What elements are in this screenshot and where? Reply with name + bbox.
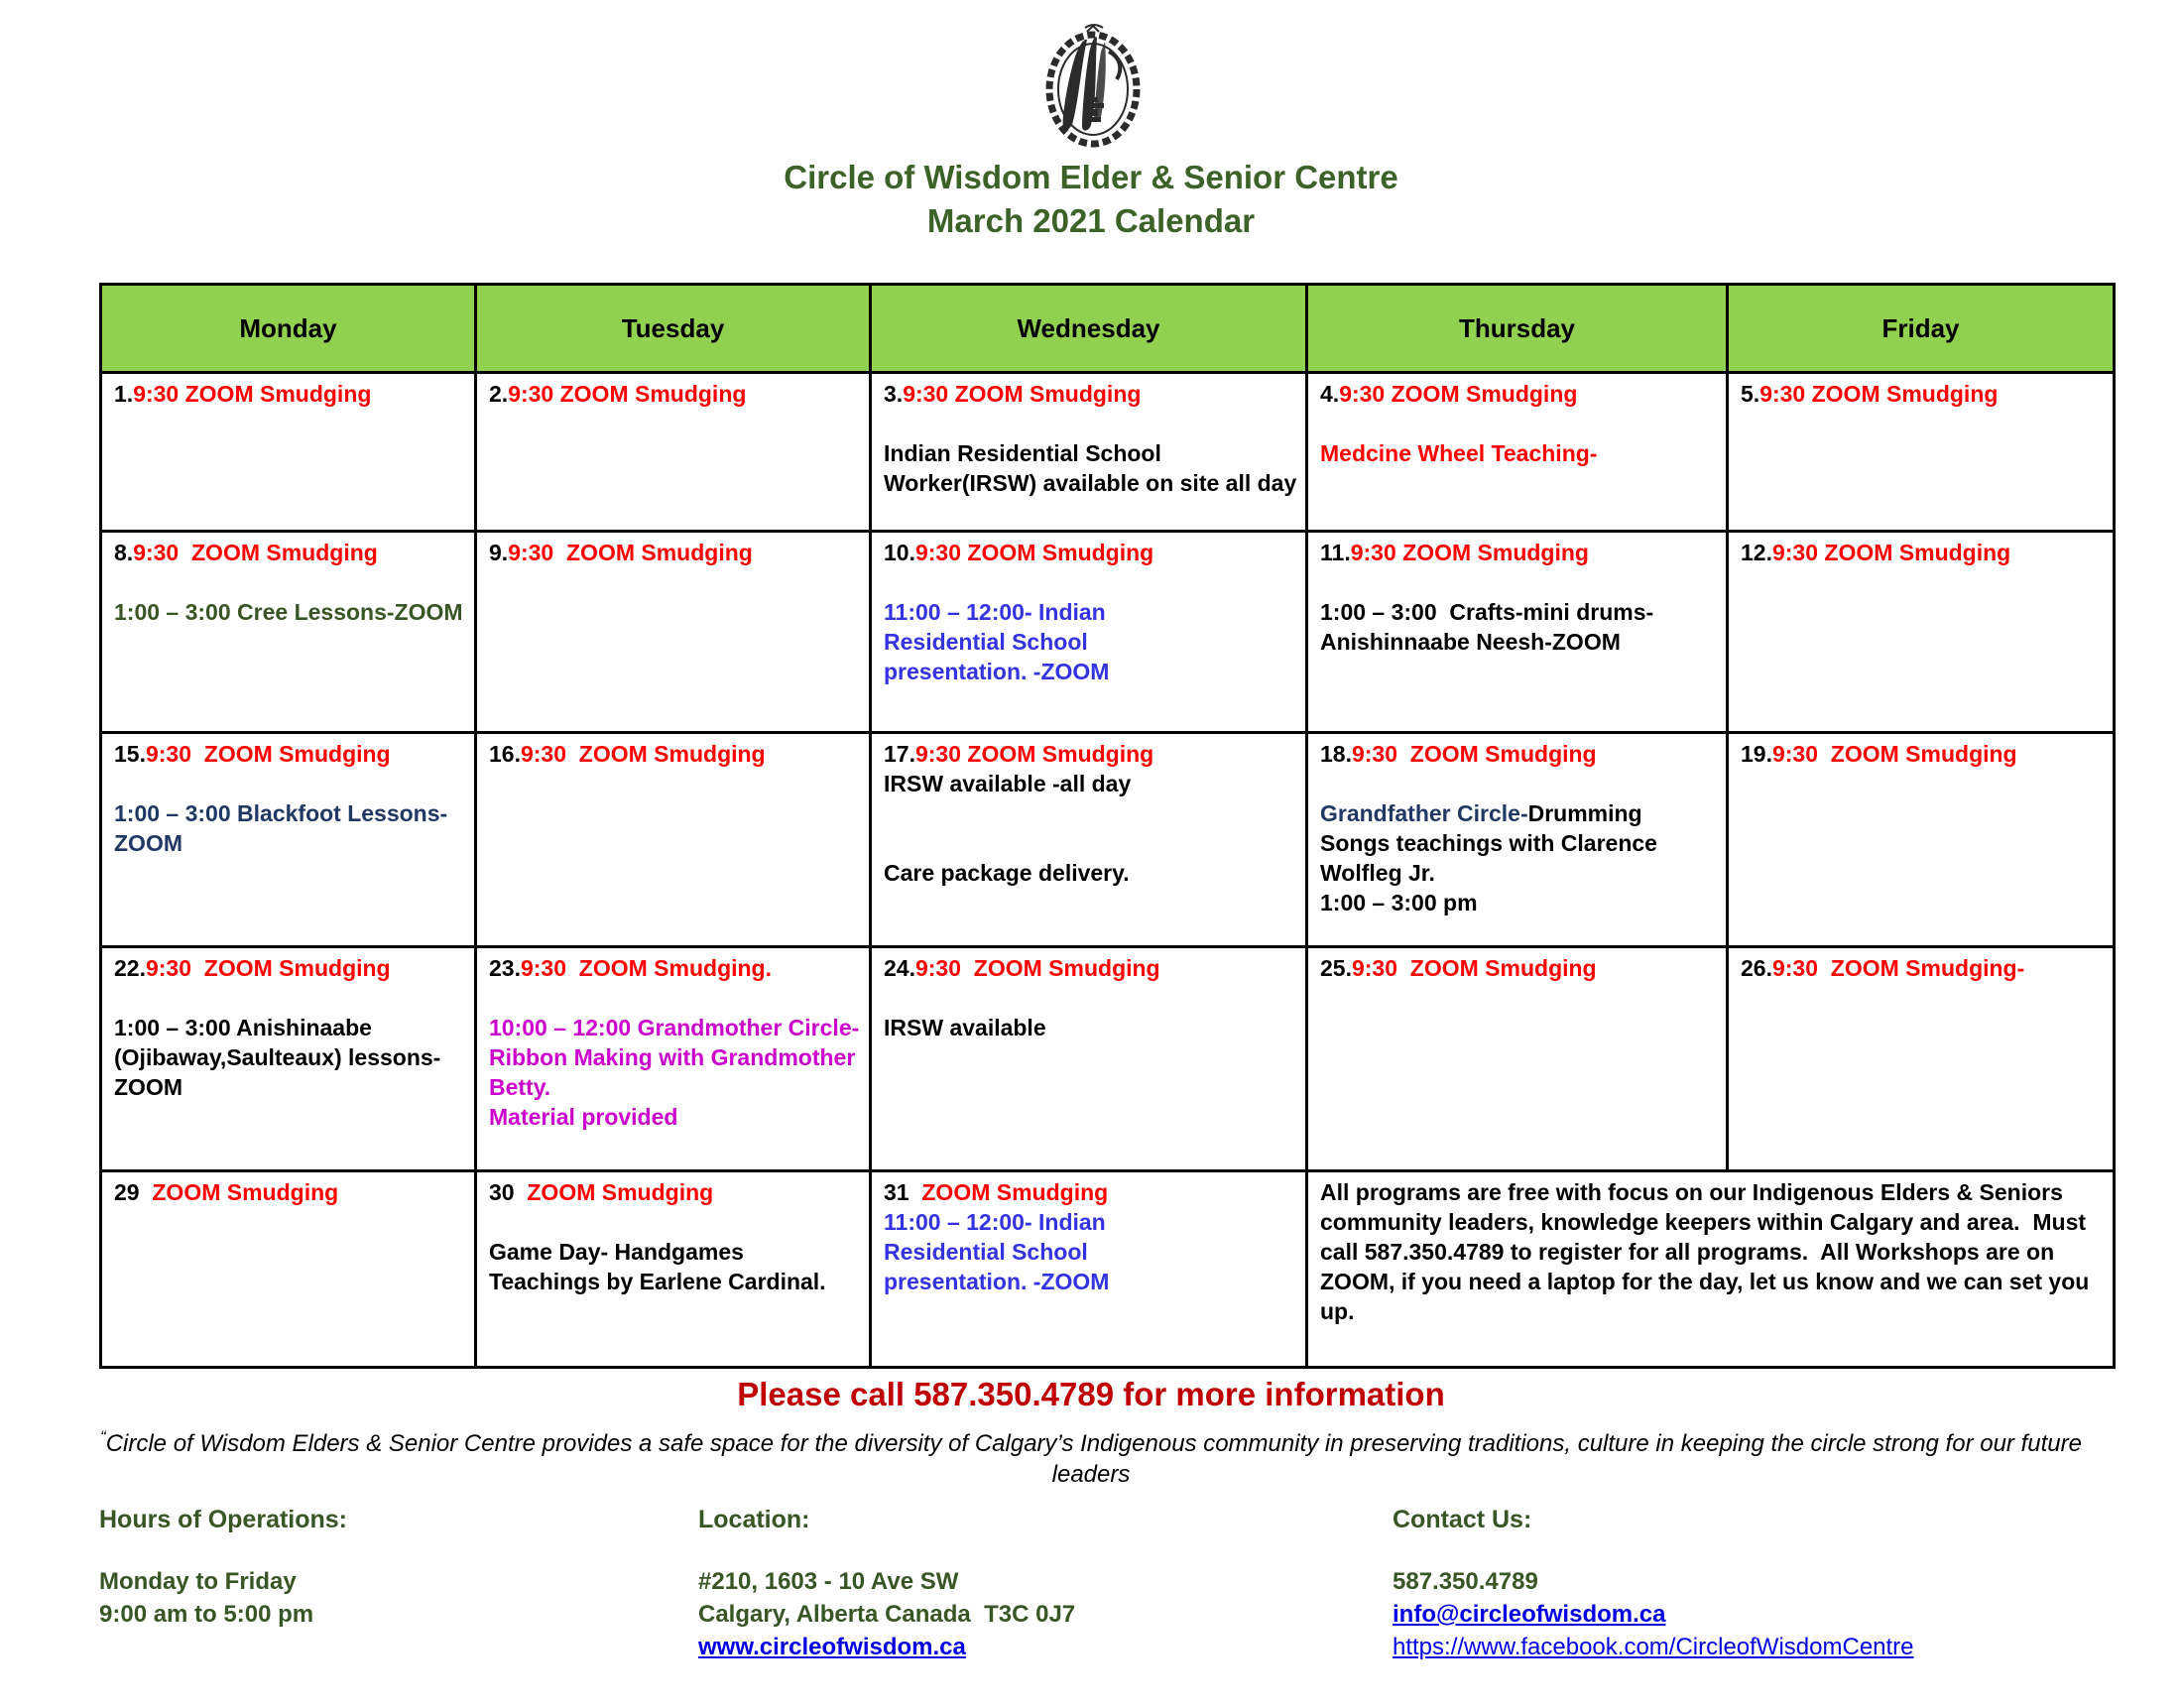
- event-text: Game Day- Handgames Teachings by Earlene Cardinal.: [489, 1239, 826, 1294]
- blank-line: [489, 1207, 861, 1237]
- event-text: 9:30 ZOOM Smudging: [145, 741, 391, 767]
- calendar-cell: [1728, 947, 2115, 1171]
- event-text: 9:30 ZOOM Smudging: [1351, 741, 1597, 767]
- event-text: 22.: [114, 955, 146, 981]
- location-heading: Location:: [698, 1506, 810, 1533]
- event-line: [884, 953, 1297, 983]
- event-text: presentation. -ZOOM: [884, 659, 1110, 684]
- event-text: 30: [489, 1179, 528, 1205]
- calendar-cell: [1728, 733, 2115, 947]
- blank-line: [1320, 769, 1718, 798]
- event-text: 29: [114, 1179, 153, 1205]
- calendar-cell: [101, 373, 476, 532]
- event-line: [1320, 798, 1718, 888]
- event-text: 5.: [1741, 381, 1760, 407]
- blank-line: [114, 567, 466, 597]
- event-text: 8.: [114, 540, 134, 565]
- event-text: 1:00 – 3:00 Anishinaabe (Ojibaway,Saulteaux) lessons-ZOOM: [114, 1015, 441, 1100]
- event-line: [489, 1177, 861, 1207]
- blank-line: [884, 409, 1297, 438]
- hours-column: [99, 1506, 698, 1663]
- event-text: 23.: [489, 955, 521, 981]
- event-line: [489, 379, 861, 409]
- calendar-cell: [476, 947, 871, 1171]
- event-line: [1320, 953, 1718, 983]
- event-text: 1.: [114, 381, 134, 407]
- calendar-week-row: [101, 947, 2115, 1171]
- contact-column: [1393, 1506, 2107, 1663]
- event-text: 9:30 ZOOM Smudging: [508, 381, 747, 407]
- event-text: Care package delivery.: [884, 860, 1130, 886]
- calendar-cell: [1728, 532, 2115, 733]
- calendar-day-header-row: [101, 285, 2115, 373]
- event-text: 9:30 ZOOM Smudging: [914, 741, 1154, 767]
- blank-line: [884, 567, 1297, 597]
- event-line: [1320, 538, 1718, 567]
- event-text: 9:30 ZOOM Smudging: [1759, 381, 1999, 407]
- event-text: 2.: [489, 381, 509, 407]
- event-line: [114, 953, 466, 983]
- day-header-friday: Friday: [1728, 285, 2115, 373]
- calendar-month-title: March 2021 Calendar: [926, 202, 1256, 239]
- event-text: 1:00 – 3:00 Blackfoot Lessons-ZOOM: [114, 800, 448, 856]
- event-line: [884, 538, 1297, 567]
- calendar-cell: [476, 733, 871, 947]
- event-text: 9:30 ZOOM Smudging: [508, 540, 753, 565]
- event-line: [884, 1267, 1297, 1296]
- calendar-cell: [871, 532, 1307, 733]
- event-text: 24.: [884, 955, 915, 981]
- location-address-line2: Calgary, Alberta Canada T3C 0J7: [698, 1601, 1076, 1628]
- event-text: 1:00 – 3:00 Crafts-mini drums-Anishinnaabe Neesh-ZOOM: [1320, 599, 1654, 655]
- contact-heading: Contact Us:: [1393, 1506, 1532, 1533]
- calendar-cell: [101, 532, 476, 733]
- event-line: [489, 538, 861, 567]
- event-text: Indian Residential School Worker(IRSW) available on site all day: [884, 440, 1297, 496]
- blank-line: [489, 983, 861, 1013]
- calendar-table: [99, 283, 2116, 1369]
- event-line: [884, 1177, 1297, 1207]
- event-line: [114, 798, 466, 858]
- calendar-cell: [101, 947, 476, 1171]
- event-line: [884, 858, 1297, 888]
- event-text: 9:30 ZOOM Smudging.: [520, 955, 772, 981]
- event-line: [1741, 739, 2105, 769]
- event-line: [114, 739, 466, 769]
- blank-line: [114, 769, 466, 798]
- event-line: [489, 953, 861, 983]
- event-text: Drumming Songs teachings with Clarence Wolfleg Jr.: [1320, 800, 1664, 886]
- event-text: 3.: [884, 381, 904, 407]
- event-text: 9:30 ZOOM Smudging: [903, 381, 1142, 407]
- event-text: 1:00 – 3:00 pm: [1320, 890, 1478, 915]
- calendar-cell: [871, 1171, 1307, 1368]
- event-text: 9:30 ZOOM Smudging: [1771, 741, 2017, 767]
- day-header-wednesday: Wednesday: [871, 285, 1307, 373]
- event-text: 12.: [1741, 540, 1772, 565]
- calendar-week-row: [101, 532, 2115, 733]
- contact-phone: 587.350.4789: [1393, 1568, 1538, 1595]
- calendar-cell: [871, 947, 1307, 1171]
- event-line: [884, 1207, 1297, 1237]
- event-line: [489, 739, 861, 769]
- event-text: ZOOM Smudging: [152, 1179, 339, 1205]
- event-text: IRSW available: [884, 1015, 1046, 1040]
- event-text: 9:30 ZOOM Smudging: [914, 540, 1154, 565]
- event-line: [1320, 888, 1718, 917]
- event-text: 11.: [1320, 540, 1351, 565]
- event-line: [1741, 953, 2105, 983]
- mission-quote: [94, 1421, 2088, 1490]
- calendar-cell: [1728, 373, 2115, 532]
- quote-mark: “: [100, 1427, 106, 1446]
- event-text: 16.: [489, 741, 521, 767]
- centre-logo: [1022, 22, 1160, 156]
- calendar-body: [101, 373, 2115, 1368]
- event-line: [489, 1102, 861, 1132]
- blank-line: [1320, 567, 1718, 597]
- day-header-monday: Monday: [101, 285, 476, 373]
- event-text: IRSW available -all day: [884, 771, 1132, 796]
- location-column: [698, 1506, 1393, 1663]
- event-text: 18.: [1320, 741, 1352, 767]
- event-line: [884, 1237, 1297, 1267]
- location-address-line1: #210, 1603 - 10 Ave SW: [698, 1568, 959, 1595]
- event-line: [1320, 379, 1718, 409]
- hours-heading: Hours of Operations:: [99, 1506, 348, 1533]
- event-line: [114, 597, 466, 627]
- event-text: 25.: [1320, 955, 1352, 981]
- event-text: Medcine Wheel Teaching-: [1320, 440, 1598, 466]
- phone-call-banner: Please call 587.350.4789 for more information: [737, 1376, 1445, 1412]
- event-line: [114, 379, 466, 409]
- blank-line: [1320, 409, 1718, 438]
- event-text: ZOOM Smudging: [921, 1179, 1109, 1205]
- event-line: [884, 438, 1297, 498]
- quote-text: Circle of Wisdom Elders & Senior Centre provides a safe space for the diversity of Calgary’s Indigenous community in preserving traditions, culture in keeping the circle strong for our future leaders: [105, 1430, 2082, 1488]
- event-text: 10:00 – 12:00 Grandmother Circle-Ribbon Making with Grandmother Betty.: [489, 1015, 862, 1100]
- event-text: 4.: [1320, 381, 1340, 407]
- event-text: 9:30 ZOOM Smudging-: [1771, 955, 2025, 981]
- day-header-tuesday: Tuesday: [476, 285, 871, 373]
- event-line: [1320, 739, 1718, 769]
- event-text: 11:00 – 12:00- Indian: [884, 599, 1106, 625]
- event-text: Grandfather Circle-: [1320, 800, 1528, 826]
- calendar-cell: [1307, 532, 1728, 733]
- event-text: 1:00 – 3:00 Cree Lessons-ZOOM: [114, 599, 463, 625]
- event-text: 10.: [884, 540, 915, 565]
- calendar-cell: [1307, 733, 1728, 947]
- event-text: Residential School: [884, 629, 1088, 655]
- calendar-cell: [871, 733, 1307, 947]
- event-line: [489, 1013, 861, 1102]
- blank-line: [884, 983, 1297, 1013]
- event-line: [884, 769, 1297, 798]
- blank-line: [114, 983, 466, 1013]
- email-link[interactable]: info@circleofwisdom.ca: [1393, 1601, 1666, 1628]
- event-line: [1320, 597, 1718, 657]
- event-text: 9:30 ZOOM Smudging: [145, 955, 391, 981]
- footer-columns: [99, 1506, 2182, 1663]
- page-header: [0, 22, 2182, 243]
- event-text: 26.: [1741, 955, 1772, 981]
- event-line: [1741, 379, 2105, 409]
- event-text: 15.: [114, 741, 146, 767]
- event-text: 9:30 ZOOM Smudging: [133, 540, 378, 565]
- day-header-thursday: Thursday: [1307, 285, 1728, 373]
- hours-days: Monday to Friday: [99, 1568, 297, 1595]
- calendar-cell: [1307, 947, 1728, 1171]
- calendar-cell: [1307, 373, 1728, 532]
- event-line: [114, 538, 466, 567]
- facebook-link[interactable]: https://www.facebook.com/CircleofWisdomCentre: [1393, 1634, 1914, 1660]
- calendar-cell: [476, 532, 871, 733]
- program-info-cell: [1307, 1171, 2115, 1368]
- wreath-feathers-logo: [1022, 22, 1160, 156]
- event-line: [884, 1013, 1297, 1042]
- blank-line: [884, 828, 1297, 858]
- event-text: 9:30 ZOOM Smudging: [914, 955, 1160, 981]
- event-line: [1320, 438, 1718, 468]
- calendar-cell: [871, 373, 1307, 532]
- event-text: ZOOM Smudging: [527, 1179, 714, 1205]
- event-line: [114, 1177, 466, 1207]
- event-text: 9:30 ZOOM Smudging: [1351, 955, 1597, 981]
- blank-line: [884, 798, 1297, 828]
- calendar-cell: [476, 373, 871, 532]
- event-text: 17.: [884, 741, 915, 767]
- website-link[interactable]: www.circleofwisdom.ca: [698, 1634, 966, 1660]
- calendar-week-row: [101, 1171, 2115, 1368]
- event-text: 9:30 ZOOM Smudging: [520, 741, 766, 767]
- calendar-cell: [101, 1171, 476, 1368]
- event-text: 9:30 ZOOM Smudging: [1771, 540, 2011, 565]
- event-line: [884, 657, 1297, 686]
- event-text: 11:00 – 12:00- Indian: [884, 1209, 1106, 1235]
- event-text: 9:30 ZOOM Smudging: [133, 381, 372, 407]
- calendar-cell: [101, 733, 476, 947]
- event-text: 19.: [1741, 741, 1772, 767]
- event-text: 9.: [489, 540, 509, 565]
- event-line: [884, 739, 1297, 769]
- hours-times: 9:00 am to 5:00 pm: [99, 1601, 314, 1628]
- calendar-week-row: [101, 373, 2115, 532]
- event-line: [884, 627, 1297, 657]
- event-line: [884, 379, 1297, 409]
- event-text: Residential School: [884, 1239, 1088, 1265]
- event-text: 31: [884, 1179, 922, 1205]
- event-text: presentation. -ZOOM: [884, 1269, 1110, 1294]
- event-text: Material provided: [489, 1104, 678, 1130]
- calendar-week-row: [101, 733, 2115, 947]
- centre-title: Circle of Wisdom Elder & Senior Centre: [784, 159, 1398, 195]
- event-line: [1741, 538, 2105, 567]
- event-line: [884, 597, 1297, 627]
- event-line: [114, 1013, 466, 1102]
- event-line: [489, 1237, 861, 1296]
- calendar-cell: [476, 1171, 871, 1368]
- event-text: 9:30 ZOOM Smudging: [1339, 381, 1578, 407]
- event-line: [1320, 1177, 2105, 1326]
- event-text: 9:30 ZOOM Smudging: [1350, 540, 1589, 565]
- event-text: All programs are free with focus on our Indigenous Elders & Seniors community leaders, knowledge keepers within Calgary and area. Must call 587.350.4789 to register for all programs. All Workshops are on ZOOM, if you need a laptop for the day, let us know and we can set you up.: [1320, 1179, 2096, 1324]
